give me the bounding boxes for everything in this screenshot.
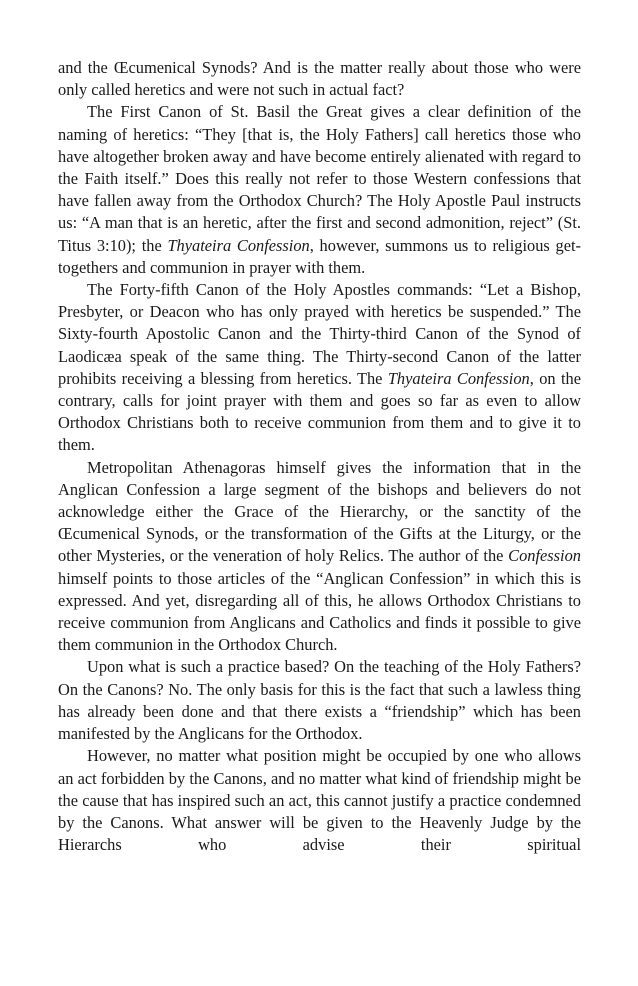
paragraph-4-text-end: himself points to those articles of the “Anglican Confession” in which this is expressed. And yet, disregarding all of this, he allows Orthodox Christians to receive communion from Anglicans and Catholics and finds it possible to give them communion in the Orthodox Church. [58, 568, 581, 655]
paragraph-2 [58, 101, 581, 279]
page-body [58, 57, 581, 856]
paragraph-6-text: However, no matter what position might be occupied by one who allows an act forbidden by the Canons, and no matter what kind of friendship might be the cause that has inspired such an act, this cannot justify a practice condemned by the Canons. What answer will be given to the Heavenly Judge by the Hierarchs who advise their spiritual [58, 746, 581, 855]
paragraph-4 [58, 457, 581, 657]
paragraph-2-italic-title: Thyateira Confession [167, 235, 310, 255]
paragraph-6 [58, 745, 581, 856]
paragraph-2-text-end: , however, summons us to religious get-togethers and communion in prayer with them. [58, 235, 581, 277]
paragraph-1 [58, 57, 581, 101]
paragraph-5 [58, 656, 581, 745]
paragraph-3-italic-title: Thyateira Confession [387, 368, 530, 388]
paragraph-2-text: The First Canon of St. Basil the Great gives a clear definition of the naming of heretics: “They [that is, the Holy Fathers] call heretics those who have altogether broken away and have become entirely alienated with regard to the Faith itself.” Does this really not refer to those Western confessions that have fallen away from the Orthodox Church? The Holy Apostle Paul instructs us: “A man that is an heretic, after the first and second admonition, reject” (St. Titus 3:10); the [58, 102, 581, 255]
paragraph-3-text-end: , on the contrary, calls for joint prayer with them and goes so far as even to allow Orthodox Christians both to receive communion from them and to give it to them. [58, 368, 581, 455]
paragraph-1-text: and the Œcumenical Synods? And is the matter really about those who were only called heretics and were not such in actual fact? [58, 58, 581, 100]
paragraph-5-text: Upon what is such a practice based? On the teaching of the Holy Fathers? On the Canons? No. The only basis for this is the fact that such a lawless thing has already been done and that there exists a “friendship” which has been manifested by the Anglicans for the Orthodox. [58, 657, 581, 744]
paragraph-3 [58, 279, 581, 457]
paragraph-4-text: Metropolitan Athenagoras himself gives the information that in the Anglican Confession a large segment of the bishops and believers do not acknowledge either the Grace of the Hierarchy, or the sanctity of the Œcumenical Synods, or the transformation of the Gifts at the Liturgy, or the other Mysteries, or the veneration of holy Relics. The author of the [58, 457, 581, 566]
paragraph-3-text: The Forty-fifth Canon of the Holy Apostles commands: “Let a Bishop, Presbyter, or Deacon who has only prayed with heretics be suspended.” The Sixty-fourth Apostolic Canon and the Thirty-third Canon of the Synod of Laodicæa speak of the same thing. The Thirty-second Canon of the latter prohibits receiving a blessing from heretics. The [58, 280, 581, 388]
paragraph-4-italic-title: Confession [508, 546, 581, 566]
